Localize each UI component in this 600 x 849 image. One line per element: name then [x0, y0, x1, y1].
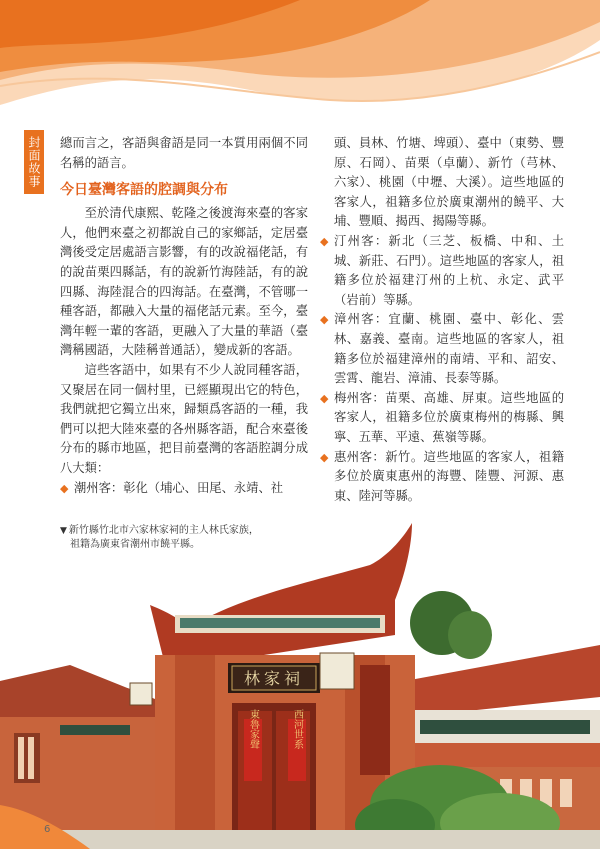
ancestral-hall-photo: [0, 505, 600, 849]
diamond-bullet-icon: ◆: [60, 481, 69, 495]
body-paragraph-2: 這些客語中，如果有不少人說同種客語，又聚居在同一個村里，已經顯現出它的特色，我們就把它獨立出來，歸類爲客語的一種，我們可以把大陸來臺的各州縣客語，配合來臺後分布的縣市地區，把目前臺灣的客語腔調分成八大類：: [60, 362, 308, 475]
left-column: [60, 134, 308, 498]
list-item-text: 漳州客：宜蘭、桃園、臺中、彰化、雲林、嘉義、臺南。這些地區的客家人，祖籍多位於福建漳州的南靖、平和、詔安、雲霄、龍岩、漳浦、長泰等縣。: [334, 312, 564, 386]
couplet-left-text: 東魯家聲: [247, 709, 259, 749]
plaque-text: 林家祠: [243, 669, 305, 688]
list-item-tingzhou: [320, 232, 564, 310]
list-item-text: 頭、員林、竹塘、埤頭）、臺中（東勢、豐原、石岡）、苗栗（卓蘭）、新竹（芎林、六家）、桃園（中壢、大溪）。這些地區的客家人，祖籍多位於廣東潮州的饒平、大埔、豐順、揭西、揭陽等縣。: [334, 136, 564, 229]
diamond-bullet-icon: ◆: [320, 234, 329, 248]
list-item-text: 惠州客：新竹。這些地區的客家人，祖籍多位於廣東惠州的海豐、陸豐、河源、惠東、陸河等縣。: [334, 449, 564, 503]
intro-paragraph: 總而言之，客語與畬語是同一本質用兩個不同名稱的語言。: [60, 136, 308, 170]
page-number: 6: [44, 824, 51, 835]
list-item-huizhou: [320, 448, 564, 507]
diamond-bullet-icon: ◆: [320, 391, 329, 405]
caption-line-1: 新竹縣竹北市六家林家祠的主人林氏家族，: [68, 525, 259, 536]
section-tab: 封面故事: [24, 130, 44, 194]
list-item-chaozhou-continued: [320, 134, 564, 232]
triangle-marker-icon: ▼: [60, 526, 67, 536]
list-item-chaozhou: [60, 479, 308, 499]
header-wave-decoration: [0, 0, 600, 120]
section-subheading: 今日臺灣客語的腔調與分布: [60, 182, 228, 199]
diamond-bullet-icon: ◆: [320, 313, 329, 327]
list-item-meizhou: [320, 389, 564, 448]
list-item-text: 汀州客：新北（三芝、板橋、中和、土城、新莊、石門）。這些地區的客家人，祖籍多位於福建汀州的上杭、永定、武平（岩前）等縣。: [334, 233, 564, 307]
photo-caption: [60, 524, 340, 552]
right-column: [320, 134, 564, 506]
couplet-right-text: 西河世系: [291, 709, 303, 749]
diamond-bullet-icon: ◆: [320, 450, 329, 464]
list-item-text: 梅州客：苗栗、高雄、屏東。這些地區的客家人，祖籍多位於廣東梅州的梅縣、興寧、五華、平遠、蕉嶺等縣。: [334, 390, 564, 444]
list-item-zhangzhou: [320, 310, 564, 388]
list-item-text: 潮州客：彰化（埔心、田尾、永靖、社: [74, 480, 284, 495]
caption-line-2: 祖籍為廣東省潮州市饒平縣。: [70, 539, 200, 550]
body-paragraph-1: 至於清代康熙、乾隆之後渡海來臺的客家人，他們來臺之初都說自己的家鄉話，定居臺灣後受定居處語言影響，有的改說福佬話，有的說苗栗四縣話，有的說新竹海陸話，有的說四縣、海陸混合的四海話。在臺灣，不管哪一種客語，都融入大量的福佬話元素。至今，臺灣年輕一輩的客語，更融入了大量的華語（臺灣稱國語，大陸稱普通話），變成新的客語。: [60, 206, 308, 358]
